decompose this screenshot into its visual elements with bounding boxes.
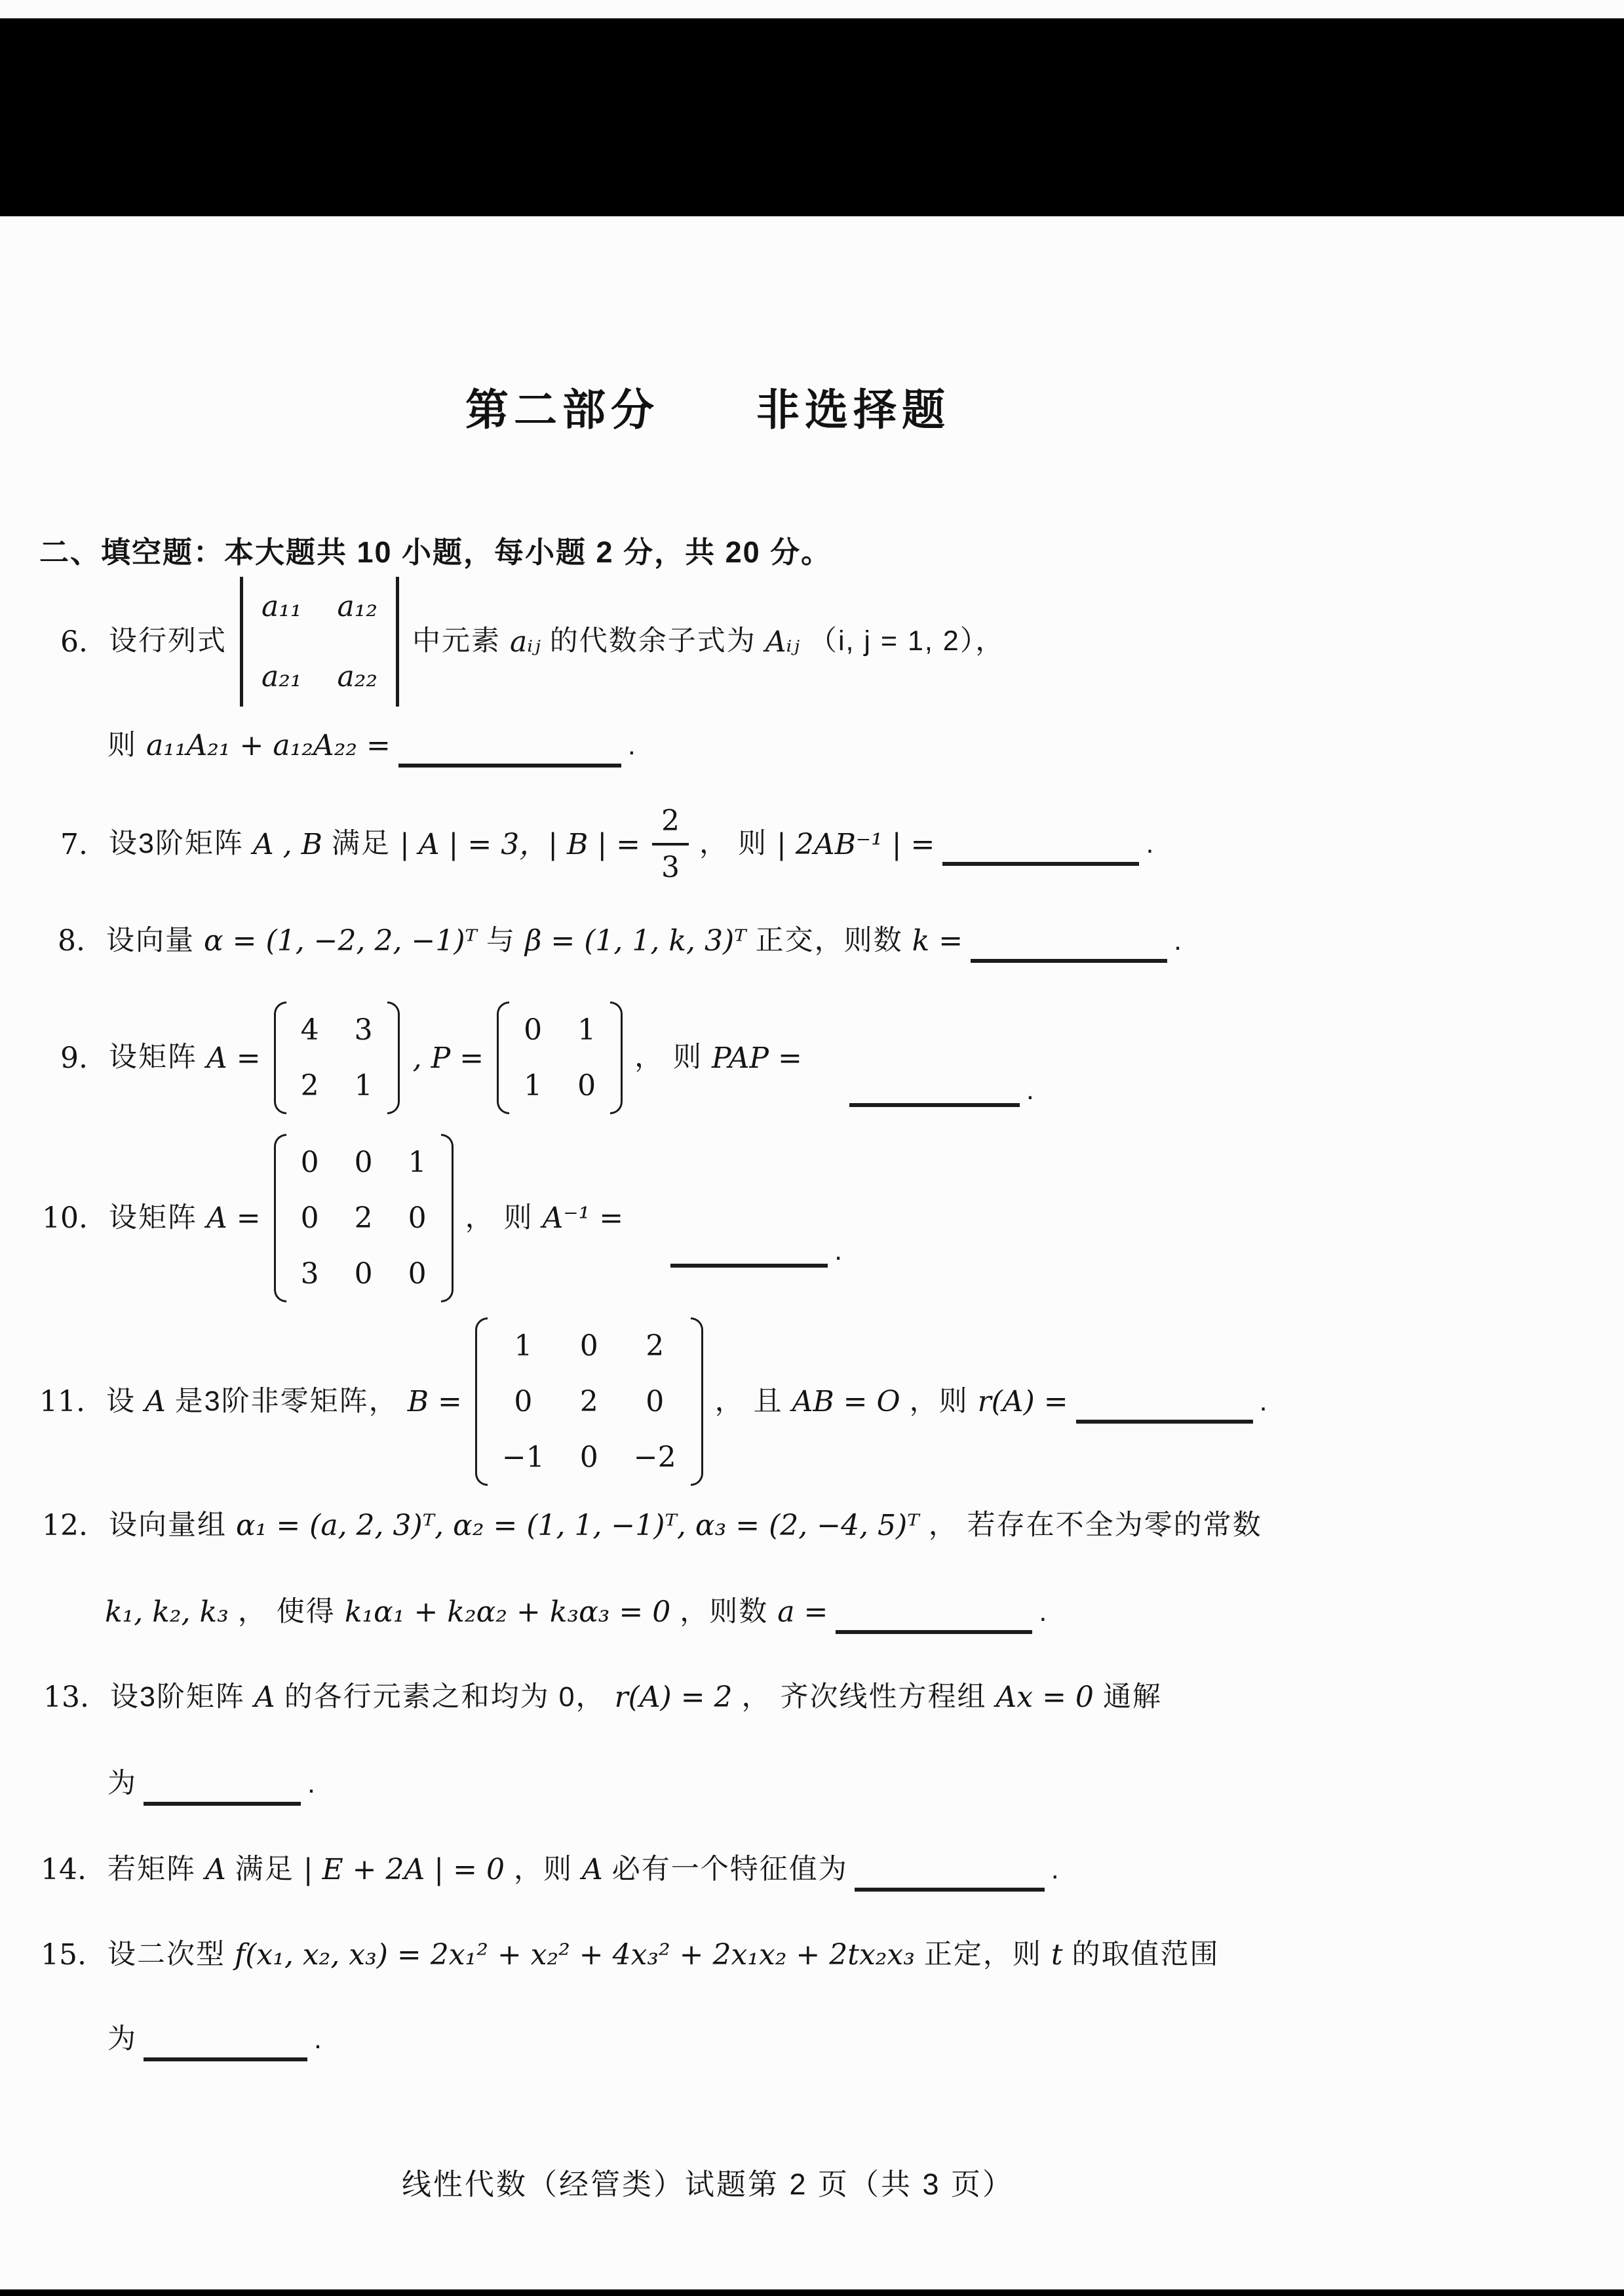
period: . bbox=[1051, 1853, 1060, 1885]
question-text: 设向量 bbox=[106, 924, 195, 956]
question-text: 中元素 bbox=[412, 625, 501, 657]
matrix-cell: 1 bbox=[577, 1013, 596, 1047]
det-cell: a₂₁ bbox=[261, 660, 302, 693]
math-text: A = bbox=[206, 1201, 261, 1235]
question-9 bbox=[60, 1002, 1039, 1114]
matrix-cell: 0 bbox=[579, 1329, 598, 1363]
determinant bbox=[240, 577, 399, 707]
math-text: A , B bbox=[252, 827, 322, 861]
question-number: 13. bbox=[43, 1681, 89, 1714]
question-text: 设矩阵 bbox=[108, 1201, 197, 1234]
question-text: ， 则 bbox=[634, 1041, 703, 1074]
matrix-cell: 0 bbox=[524, 1013, 543, 1047]
matrix-cell: 0 bbox=[579, 1441, 598, 1474]
page-title: 第二部分 非选择题 bbox=[465, 385, 950, 434]
fraction-numerator: 2 bbox=[652, 803, 689, 846]
matrix-cell: 0 bbox=[408, 1201, 427, 1235]
question-text: 设二次型 bbox=[107, 1938, 225, 1970]
math-text: A bbox=[581, 1853, 603, 1886]
math-text: β = (1, 1, k, 3)ᵀ bbox=[524, 924, 746, 958]
answer-blank bbox=[836, 1601, 1032, 1634]
question-number: 8. bbox=[58, 924, 85, 958]
question-number: 6. bbox=[60, 625, 88, 659]
matrix-cell: −2 bbox=[633, 1441, 676, 1474]
question-number: 14. bbox=[41, 1853, 87, 1886]
answer-blank bbox=[849, 1074, 1020, 1107]
question-text: ， 且 bbox=[714, 1385, 783, 1417]
question-text: ， 齐次线性方程组 bbox=[741, 1681, 987, 1713]
left-paren bbox=[475, 1317, 488, 1486]
answer-blank bbox=[670, 1235, 828, 1268]
math-text: B = bbox=[407, 1385, 462, 1418]
question-number: 10. bbox=[42, 1201, 88, 1235]
matrix-cell: 1 bbox=[524, 1069, 543, 1102]
matrix-cells bbox=[286, 1002, 387, 1114]
determinant-cells bbox=[240, 577, 399, 707]
math-text: Ax = 0 bbox=[996, 1681, 1094, 1714]
question-text: ， 若存在不全为零的常数 bbox=[928, 1509, 1262, 1541]
matrix-cell: 0 bbox=[354, 1257, 373, 1291]
math-text: | A | = 3，| B | = bbox=[399, 827, 641, 861]
question-text: 正定，则 bbox=[923, 1938, 1042, 1970]
math-text: | E + 2A | = 0 bbox=[303, 1853, 505, 1886]
answer-blank bbox=[971, 930, 1167, 963]
section-heading: 二、填空题：本大题共 10 小题，每小题 2 分，共 20 分。 bbox=[39, 535, 832, 569]
question-13 bbox=[43, 1679, 1166, 1715]
question-11 bbox=[39, 1317, 1273, 1486]
matrix-cells bbox=[509, 1002, 610, 1114]
matrix-cell: 2 bbox=[579, 1385, 598, 1418]
answer-blank bbox=[942, 833, 1139, 866]
question-text: 通解 bbox=[1102, 1681, 1162, 1713]
math-text: a = bbox=[777, 1595, 828, 1629]
question-text: ，则 bbox=[909, 1385, 969, 1417]
math-text: A⁻¹ = bbox=[542, 1201, 624, 1235]
math-text: A bbox=[144, 1385, 166, 1418]
question-number: 12. bbox=[42, 1509, 88, 1542]
question-text: 为 bbox=[107, 1768, 137, 1799]
fraction-denominator: 3 bbox=[661, 851, 680, 884]
matrix-cell: −1 bbox=[501, 1441, 545, 1474]
matrix-cell: 3 bbox=[354, 1013, 373, 1047]
question-text: ，则 bbox=[513, 1853, 573, 1885]
right-paren bbox=[387, 1002, 400, 1114]
math-text: PAP = bbox=[712, 1041, 802, 1075]
fraction bbox=[652, 803, 689, 885]
left-paren bbox=[497, 1002, 509, 1114]
math-text: Aᵢⱼ bbox=[765, 625, 800, 659]
matrix-cell: 4 bbox=[300, 1013, 319, 1047]
matrix-cell: 2 bbox=[300, 1069, 319, 1102]
question-text: 满足 bbox=[331, 828, 391, 860]
question-number: 9. bbox=[60, 1041, 88, 1075]
answer-blank bbox=[398, 735, 621, 768]
question-text: 若矩阵 bbox=[107, 1853, 196, 1885]
question-text: 设 bbox=[106, 1385, 136, 1417]
answer-blank bbox=[144, 1773, 301, 1806]
matrix-P bbox=[497, 1002, 623, 1114]
matrix-cell: 0 bbox=[300, 1201, 319, 1235]
matrix-cell: 3 bbox=[300, 1257, 319, 1291]
question-text: 是3阶非零矩阵， bbox=[174, 1385, 398, 1417]
question-text: 与 bbox=[486, 924, 516, 956]
math-text: α₁ = (a, 2, 3)ᵀ, α₂ = (1, 1, −1)ᵀ, α₃ = (2, −4, 5)ᵀ bbox=[235, 1509, 919, 1542]
question-6-line-2 bbox=[104, 728, 641, 764]
math-text: α = (1, −2, 2, −1)ᵀ bbox=[203, 924, 477, 958]
math-text: r(A) = 2 bbox=[614, 1681, 733, 1714]
question-text: 设矩阵 bbox=[108, 1041, 197, 1074]
right-paren bbox=[610, 1002, 623, 1114]
question-10 bbox=[42, 1134, 847, 1302]
math-text: t bbox=[1051, 1938, 1063, 1972]
question-text: 则 bbox=[107, 729, 137, 761]
question-text: 设行列式 bbox=[108, 625, 227, 657]
matrix-B bbox=[475, 1317, 703, 1486]
question-text: 的各行元素之和均为 0， bbox=[284, 1681, 606, 1713]
question-text: 设向量组 bbox=[108, 1509, 227, 1541]
question-7 bbox=[60, 803, 1159, 885]
matrix-cell: 1 bbox=[514, 1329, 533, 1363]
math-text: k₁α₁ + k₂α₂ + k₃α₃ = 0 bbox=[344, 1595, 671, 1629]
question-text: ， 使得 bbox=[237, 1595, 336, 1627]
answer-blank bbox=[855, 1859, 1045, 1892]
math-text: , P = bbox=[412, 1041, 484, 1075]
question-text: 为 bbox=[107, 2023, 137, 2055]
question-12-line-2 bbox=[100, 1594, 1052, 1630]
matrix-cells bbox=[286, 1134, 441, 1302]
math-text: a₁₁A₂₁ + a₁₂A₂₂ = bbox=[146, 729, 391, 762]
period: . bbox=[1039, 1595, 1049, 1627]
question-text: 必有一个特征值为 bbox=[611, 1853, 848, 1885]
matrix-cell: 2 bbox=[354, 1201, 373, 1235]
matrix-cell: 0 bbox=[354, 1146, 373, 1179]
question-text: ， 则 bbox=[699, 828, 767, 860]
period: . bbox=[627, 729, 637, 761]
question-15-line-2 bbox=[104, 2022, 327, 2057]
matrix-cell: 1 bbox=[354, 1069, 373, 1102]
left-paren bbox=[274, 1134, 286, 1302]
question-text: 的取值范围 bbox=[1072, 1938, 1220, 1970]
question-text: 的代数余子式为 bbox=[549, 625, 756, 657]
math-text: aᵢⱼ bbox=[510, 625, 541, 659]
matrix-cell: 0 bbox=[577, 1069, 596, 1102]
period: . bbox=[834, 1234, 844, 1266]
math-text: k = bbox=[912, 924, 963, 958]
answer-area bbox=[668, 1234, 847, 1269]
matrix-cell: 0 bbox=[408, 1257, 427, 1291]
question-text: ，则数 bbox=[680, 1595, 769, 1627]
page-footer: 线性代数（经管类）试题第 2 页（共 3 页） bbox=[401, 2168, 1015, 2201]
math-text: r(A) = bbox=[977, 1385, 1068, 1418]
question-15 bbox=[41, 1937, 1224, 1973]
question-text: 满足 bbox=[235, 1853, 294, 1885]
question-number: 15. bbox=[41, 1938, 87, 1972]
math-text: k₁, k₂, k₃ bbox=[105, 1595, 229, 1629]
period: . bbox=[314, 2023, 323, 2055]
question-text: （i, j = 1, 2）， bbox=[808, 625, 1005, 657]
period: . bbox=[1259, 1385, 1269, 1417]
det-cell: a₁₁ bbox=[261, 590, 302, 623]
det-cell: a₁₂ bbox=[337, 590, 378, 623]
question-12 bbox=[42, 1508, 1266, 1544]
math-text: f(x₁, x₂, x₃) = 2x₁² + x₂² + 4x₃² + 2x₁x₂ + 2tx₂x₃ bbox=[234, 1938, 915, 1972]
answer-area bbox=[847, 1073, 1039, 1108]
answer-blank bbox=[1076, 1391, 1253, 1424]
math-text: A bbox=[254, 1681, 275, 1714]
matrix-cell: 0 bbox=[300, 1146, 319, 1179]
matrix-A bbox=[274, 1002, 400, 1114]
matrix-A bbox=[274, 1134, 454, 1302]
question-14 bbox=[41, 1852, 1064, 1888]
question-6 bbox=[60, 577, 1009, 707]
math-text: | 2AB⁻¹ | = bbox=[776, 827, 935, 861]
question-text: 正交，则数 bbox=[755, 924, 903, 956]
bottom-black-scan-band bbox=[0, 2289, 1624, 2296]
matrix-cell: 0 bbox=[646, 1385, 665, 1418]
det-cell: a₂₂ bbox=[337, 660, 378, 693]
period: . bbox=[1174, 924, 1184, 956]
question-8 bbox=[58, 923, 1187, 959]
matrix-cell: 2 bbox=[646, 1329, 665, 1363]
matrix-cell: 1 bbox=[408, 1146, 427, 1179]
math-text: A = bbox=[206, 1041, 261, 1075]
answer-blank bbox=[144, 2029, 307, 2061]
question-text: ， 则 bbox=[465, 1201, 533, 1234]
left-paren bbox=[274, 1002, 286, 1114]
math-text: A bbox=[204, 1853, 226, 1886]
period: . bbox=[1026, 1074, 1035, 1106]
question-text: 设3阶矩阵 bbox=[108, 828, 244, 860]
matrix-cell: 0 bbox=[514, 1385, 533, 1418]
question-number: 11. bbox=[39, 1385, 85, 1418]
question-13-line-2 bbox=[104, 1766, 320, 1802]
period: . bbox=[307, 1768, 317, 1799]
question-text: 设3阶矩阵 bbox=[109, 1681, 245, 1713]
top-black-scan-band bbox=[0, 18, 1624, 216]
question-number: 7. bbox=[60, 827, 88, 861]
math-text: AB = O bbox=[792, 1385, 900, 1418]
right-paren bbox=[691, 1317, 703, 1486]
matrix-cells bbox=[488, 1317, 691, 1486]
right-paren bbox=[441, 1134, 454, 1302]
period: . bbox=[1146, 828, 1155, 860]
